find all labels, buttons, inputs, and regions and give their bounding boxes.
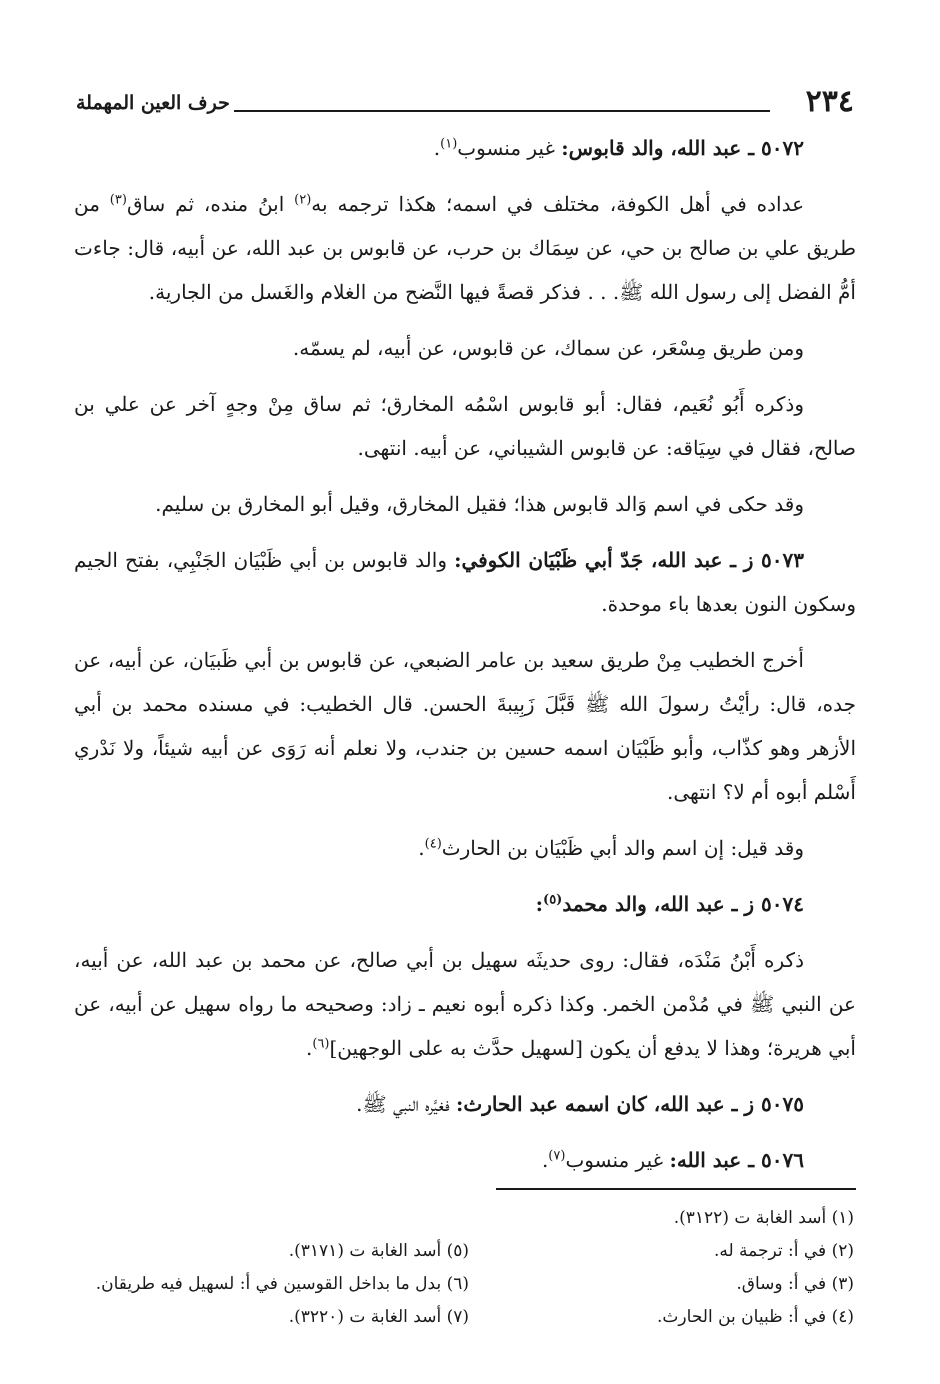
paragraph: ومن طريق مِسْعَر، عن سماك، عن قابوس، عن أبيه، لم يسمّه. <box>292 336 804 360</box>
footnote-3: (٣) في أ: وساق. <box>736 1274 854 1294</box>
paragraph: وذكره أَبُو نُعَيم، فقال: أبو قابوس اسْمُه المخارق؛ ثم ساق مِنْ وجهٍ آخر عن علي بن صالح، فقال في سِيَاقه: عن قابوس الشيباني، عن أبيه. انتهى. <box>74 392 856 460</box>
page-header <box>76 84 854 124</box>
page-body <box>74 126 856 1194</box>
header-rule <box>234 110 770 112</box>
footnote-1: (١) أسد الغابة ت (٣١٢٢). <box>673 1208 854 1228</box>
footnote-4: (٤) في أ: ظبيان بن الحارث. <box>657 1307 854 1327</box>
page-number: ٢٣٤ <box>805 84 854 119</box>
footnote-rule <box>496 1188 856 1190</box>
paragraph: عداده في أهل الكوفة، مختلف في اسمه؛ هكذا ترجمه به$^{(٢)}$ ابنُ منده، ثم ساق$^{(٣)}$ من طريق علي بن صالح بن حي، عن سِمَاك بن حرب، عن قابوس بن عبد الله، عن أبيه، قال: جاءت أمُّ الفضل إلى رسول الله ﷺ. . . فذكر قصةً فيها النَّضح من الغلام والغَسل من الجارية. <box>74 192 856 304</box>
footnotes <box>84 1202 854 1334</box>
entry-5073: ٥٠٧٣ ز ـ عبد الله، جَدّ أبي ظَبْيَان الكوفي: والد قابوس بن أبي ظَبْيَان الجَنْبِي، بفتح الجيم وسكون النون بعدها باء موحدة. <box>74 548 856 616</box>
footnote-5: (٥) أسد الغابة ت (٣١٧١). <box>288 1241 469 1261</box>
footnote-ref-1: (١) <box>440 136 458 152</box>
running-title: حرف العين المهملة <box>76 92 230 114</box>
entry-5075: ٥٠٧٥ ز ـ عبد الله، كان اسمه عبد الحارث: فغيَّره النبي ﷺ. <box>356 1092 804 1116</box>
footnote-ref-5: (٥) <box>543 892 563 908</box>
footnote-ref-7: (٧) <box>548 1148 566 1164</box>
footnote-2: (٢) في أ: ترجمة له. <box>713 1241 854 1261</box>
footnote-ref-6: (٦) <box>312 1036 330 1052</box>
entry-5076: ٥٠٧٦ ـ عبد الله: غير منسوب$^{(٧)}$. <box>541 1148 804 1172</box>
paragraph: وقد قيل: إن اسم والد أبي ظَبْيَان بن الحارث$^{(٤)}$. <box>418 836 804 860</box>
footnote-ref-4: (٤) <box>424 836 442 852</box>
footnote-ref-3: (٣) <box>109 192 127 208</box>
footnote-6: (٦) بدل ما بداخل القوسين في أ: لسهيل فيه طريقان. <box>95 1274 469 1294</box>
entry-5074: ٥٠٧٤ ز ـ عبد الله، والد محمد$^{(٥)}$: <box>535 892 804 916</box>
footnote-ref-2: (٢) <box>294 192 312 208</box>
footnote-7: (٧) أسد الغابة ت (٣٢٢٠). <box>288 1307 469 1327</box>
entry-5072: ٥٠٧٢ ـ عبد الله، والد قابوس: غير منسوب$^{(١)}$. <box>433 136 804 160</box>
paragraph: ذكره أَبْنُ مَنْدَه، فقال: روى حديثَه سهيل بن أبي صالح، عن محمد بن عبد الله، عن أبيه، عن النبي ﷺ في مُدْمن الخمر. وكذا ذكره أبوه نعيم ـ زاد: وصحيحه ما رواه سهيل عن أبيه، عن أبي هريرة؛ وهذا لا يدفع أن يكون [لسهيل حدَّث به على الوجهين]$^{(٦)}$. <box>74 948 856 1060</box>
paragraph: أخرج الخطيب مِنْ طريق سعيد بن عامر الضبعي، عن قابوس بن أبي ظَبيَان، عن أبيه، عن جده، قال: رأيْتُ رسولَ الله ﷺ قَبَّلَ زَبِيبةَ الحسن. قال الخطيب: في مسنده محمد بن أبي الأزهر وهو كذّاب، وأبو ظَبْيَان اسمه حسين بن جندب، ولا نعلم أنه رَوَى عن أبيه شيئاً، ولا نَدْري أَسْلم أبوه أم لا؟ انتهى. <box>74 648 856 804</box>
paragraph: وقد حكى في اسم وَالد قابوس هذا؛ فقيل المخارق، وقيل أبو المخارق بن سليم. <box>155 492 804 516</box>
